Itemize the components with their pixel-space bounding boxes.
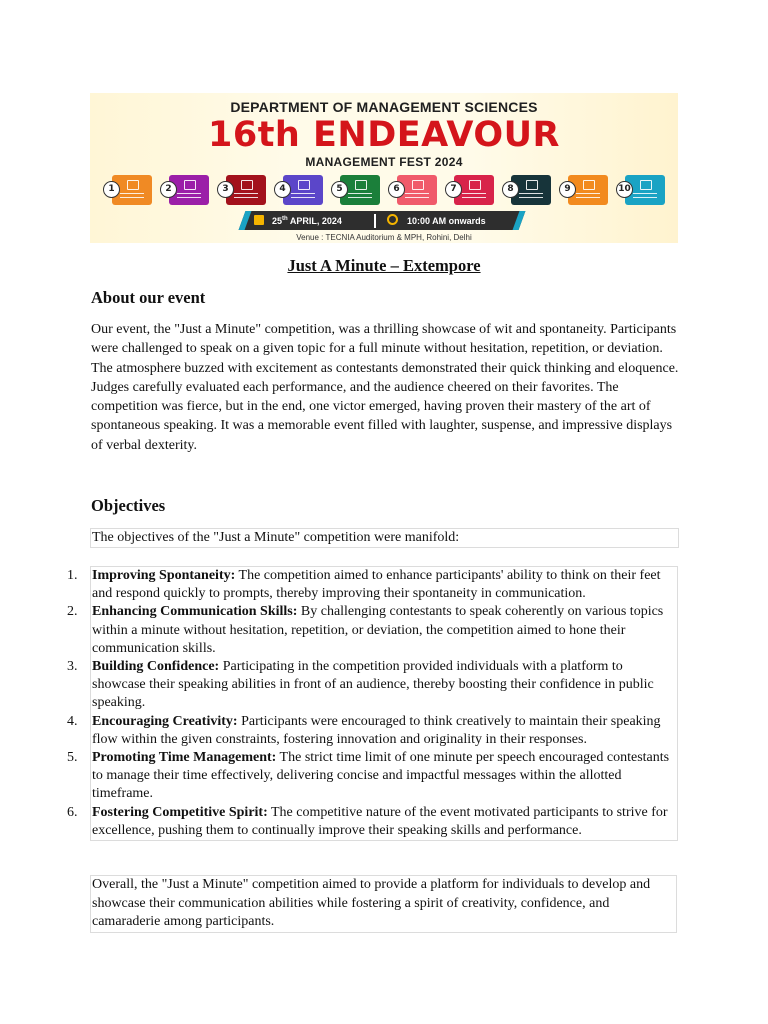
about-heading: About our event [91, 288, 206, 307]
banner-department: DEPARTMENT OF MANAGEMENT SCIENCES [230, 99, 538, 115]
divider [374, 214, 376, 228]
event-date: 25th APRIL, 2024 [272, 216, 342, 226]
objective-text: Participating in the competition provided individuals with a platform to showcase their speaking abilities in front of an audience, thereby boosting their confidence in public speaking. [92, 659, 654, 711]
event-number: 8 [502, 181, 519, 198]
objectives-list [67, 566, 678, 841]
list-item: 6. Fostering Competitive Spirit: The competitive nature of the event motivated participants to strive for excellence, pushing them to continually improve their speaking skills and performance. [67, 804, 668, 838]
objective-text: The competitive nature of the event motivated participants to strive for excellence, pushing them to continually improve their speaking skills and performance. [92, 804, 668, 838]
event-tile [393, 175, 437, 205]
list-item: 2. Enhancing Communication Skills: By challenging contestants to speak coherently on various topics within a minute without hesitation, repetition, or deviation, the competition aimed to hone their communication skills. [67, 604, 664, 656]
list-item: 1. Improving Spontaneity: The competition aimed to enhance participants' ability to think on their feet and respond quickly to prompts, thereby improving their spontaneity in communication. [67, 568, 661, 602]
event-number: 10 [616, 181, 633, 198]
event-tile [165, 175, 209, 205]
date-time-text [242, 212, 522, 230]
event-tiles [102, 175, 670, 205]
event-icon [127, 180, 139, 190]
event-tile [108, 175, 152, 205]
event-venue: Venue : TECNIA Auditorium & MPH, Rohini, Delhi [296, 233, 472, 242]
page-title: Just A Minute – Extempore [287, 256, 481, 275]
objective-title: Improving Spontaneity: [92, 568, 236, 583]
event-number: 3 [217, 181, 234, 198]
event-banner [90, 93, 678, 243]
objective-text: By challenging contestants to speak coherently on various topics within a minute without hesitation, repetition, or deviation, the competition aimed to hone their communication skills. [92, 604, 664, 656]
list-item: 4. Encouraging Creativity: Participants were encouraged to think creatively to maintain their speaking flow within the given constraints, fostering innovation and originality in their responses. [67, 713, 661, 747]
objective-title: Fostering Competitive Spirit: [92, 804, 268, 820]
event-icon [355, 180, 367, 190]
objective-title: Building Confidence: [92, 659, 220, 675]
event-icon [184, 180, 196, 190]
event-number: 9 [559, 181, 576, 198]
event-tile [507, 175, 551, 205]
event-number: 2 [160, 181, 177, 198]
conclusion-paragraph: Overall, the "Just a Minute" competition aimed to provide a platform for individuals to develop and showcase their communication abilities while fostering a spirit of creativity, confidence, and camaraderie among participants. [90, 875, 677, 933]
clock-icon [387, 214, 398, 225]
event-time: 10:00 AM onwards [407, 216, 486, 226]
event-icon [241, 180, 253, 190]
list-item: 5. Promoting Time Management: The strict time limit of one minute per speech encouraged contestants to manage their time effectively, delivering concise and impactful messages within the allotted timeframe. [67, 750, 670, 802]
objective-text: Participants were encouraged to think creatively to maintain their speaking flow within the given constraints, fostering innovation and originality in their responses. [92, 713, 661, 747]
event-icon [469, 180, 481, 190]
event-number: 4 [274, 181, 291, 198]
objectives-intro: The objectives of the "Just a Minute" competition were manifold: [90, 528, 679, 548]
event-icon [412, 180, 424, 190]
event-number: 6 [388, 181, 405, 198]
banner-fest-subtitle: MANAGEMENT FEST 2024 [305, 155, 463, 169]
objective-title: Enhancing Communication Skills: [92, 604, 298, 620]
event-number: 7 [445, 181, 462, 198]
objective-title: Promoting Time Management: [92, 750, 277, 766]
event-number: 1 [103, 181, 120, 198]
objective-title: Encouraging Creativity: [92, 713, 238, 729]
list-item: 3. Building Confidence: Participating in the competition provided individuals with a platform to showcase their speaking abilities in front of an audience, thereby boosting their confidence in public speaking. [67, 659, 654, 711]
event-icon [583, 180, 595, 190]
event-icon [298, 180, 310, 190]
event-tile [336, 175, 380, 205]
objective-text: The competition aimed to enhance participants' ability to think on their feet and respond quickly to prompts, thereby improving their spontaneity in communication. [92, 568, 661, 602]
objective-text: The strict time limit of one minute per speech encouraged contestants to manage their time effectively, delivering concise and impactful messages within the allotted timeframe. [92, 750, 670, 802]
banner-fest-name: 16th ENDEAVOUR [207, 115, 560, 155]
event-tile [222, 175, 266, 205]
event-tile [564, 175, 608, 205]
event-icon [526, 180, 538, 190]
event-tile [618, 175, 665, 205]
about-paragraph: Our event, the "Just a Minute" competition, was a thrilling showcase of wit and spontaneity. Participants were challenged to speak on a given topic for a full minute without hesitation, repetition, or deviation. The atmosphere buzzed with excitement as contestants demonstrated their quick thinking and eloquence. Judges carefully evaluated each performance, and the audience cheered on their favorites. The competition was fierce, but in the end, one victor emerged, having proven their mastery of the art of spontaneous speaking. It was a memorable event filled with laughter, suspense, and impressive displays of verbal dexterity. [91, 322, 679, 453]
objectives-heading: Objectives [91, 496, 166, 515]
calendar-icon [254, 215, 264, 225]
event-tile [450, 175, 494, 205]
event-number: 5 [331, 181, 348, 198]
event-tile [279, 175, 323, 205]
event-icon [640, 180, 652, 190]
